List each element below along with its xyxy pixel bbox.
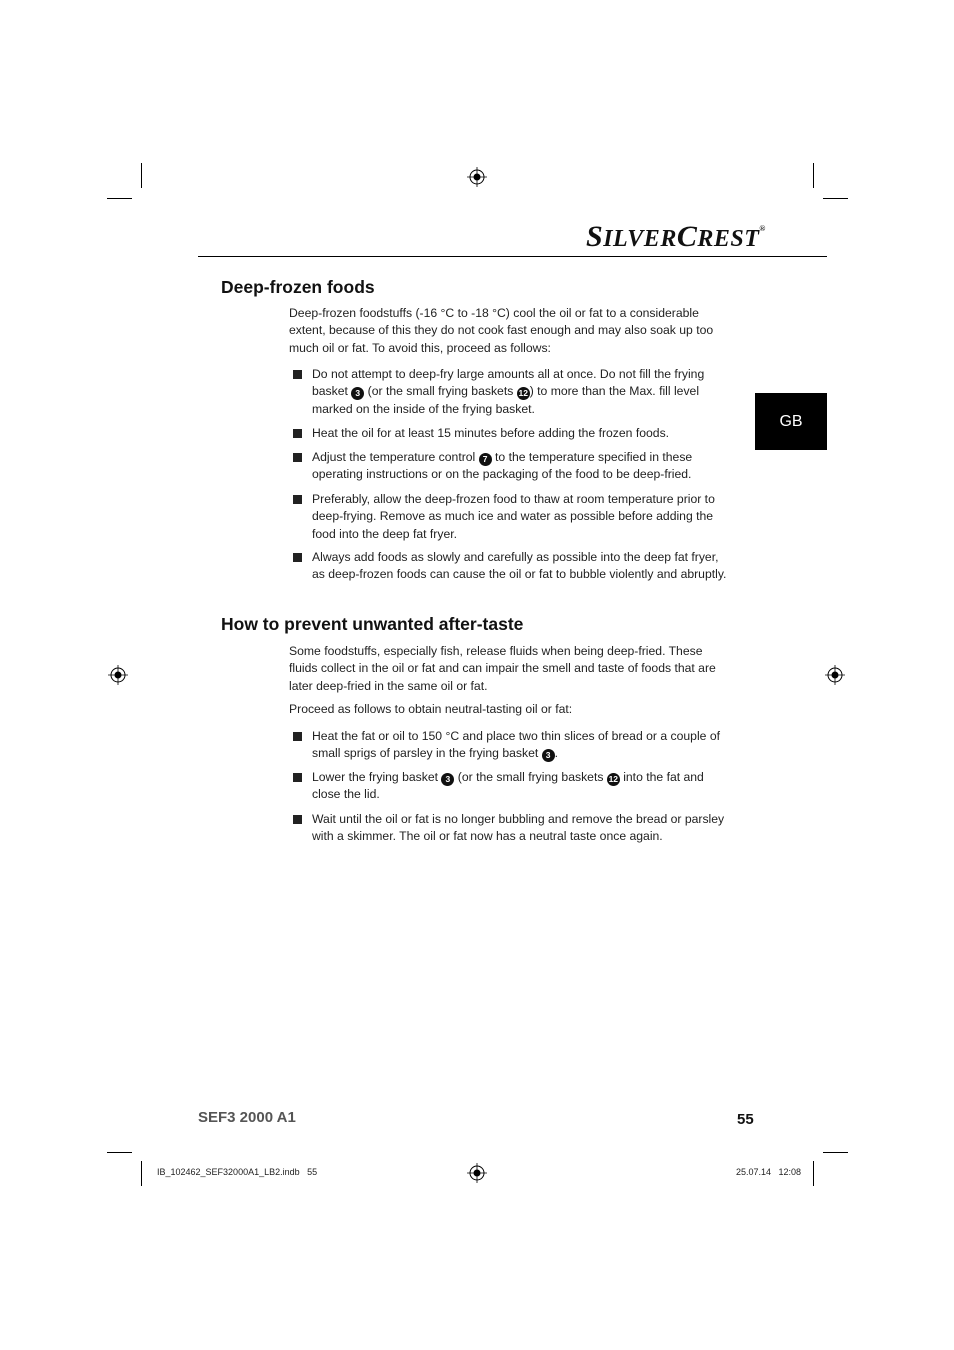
footer-model-number: SEF3 2000 A1: [198, 1109, 296, 1126]
bullet-square-icon: [293, 815, 302, 824]
list-item-text: [312, 366, 730, 418]
print-slug-file: IB_102462_SEF32000A1_LB2.indb 55: [157, 1167, 318, 1177]
section-heading-after-taste: How to prevent unwanted after-taste: [221, 614, 524, 634]
list-item-text-part: Wait until the oil or fat is no longer bubbling and remove the bread or parsley with a skimmer. The oil or fat now has a neutral taste once again.: [312, 812, 725, 844]
section-intro: Some foodstuffs, especially fish, release fluids when being deep-fried. These fluids collect in the oil or fat and can impair the smell and taste of foods that are later deep-fried in the same oil or fat.: [289, 644, 716, 693]
bullet-square-icon: [293, 553, 302, 562]
page-number: 55: [737, 1111, 754, 1128]
part-reference-number-icon: 7: [479, 453, 492, 466]
list-item-text: [312, 491, 730, 543]
crop-mark: [823, 198, 848, 199]
registration-mark-icon: [825, 665, 845, 685]
list-item-text-part: Always add foods as slowly and carefully as possible into the deep fat fryer, as deep-frozen foods can cause the oil or fat to bubble violently and abruptly.: [312, 550, 727, 582]
list-item-text: [312, 769, 730, 804]
header-rule: [198, 256, 827, 257]
section-heading-deep-frozen: Deep-frozen foods: [221, 277, 375, 297]
list-item-text: [312, 549, 730, 584]
list-item-text-part: (or the small frying baskets: [364, 384, 517, 399]
registration-mark-icon: [108, 665, 128, 685]
list-item-text: [312, 811, 730, 846]
bullet-square-icon: [293, 429, 302, 438]
bullet-square-icon: [293, 495, 302, 504]
part-reference-number-icon: 3: [351, 387, 364, 400]
bullet-square-icon: [293, 732, 302, 741]
crop-mark: [813, 1161, 814, 1186]
crop-mark: [107, 198, 132, 199]
list-item-text-part: ) to more than the Max. fill level marked on the inside of the frying basket.: [312, 384, 700, 416]
list-item-text-part: Adjust the temperature control: [312, 450, 479, 464]
list-item-text-part: Lower the frying basket: [312, 770, 442, 784]
list-item-text: [312, 728, 730, 763]
section-intro: Deep-frozen foodstuffs (-16 °C to -18 °C) cool the oil or fat to a considerable extent, because of this they do not cook fast enough and may also soak up too much oil or fat. To avoid this, proceed as follows:: [289, 306, 714, 355]
list-item-text: [312, 449, 730, 484]
list-item-text-part: to the temperature specified in these operating instructions or on the packaging of the food to be deep-fried.: [312, 450, 693, 482]
crop-mark: [813, 163, 814, 188]
print-slug-date: 25.07.14 12:08: [736, 1167, 802, 1177]
brand-logo: SILVERCREST®: [586, 220, 766, 253]
list-item-text-part: .: [554, 746, 559, 761]
list-item-text-part: into the fat and close the lid.: [312, 770, 704, 802]
list-item-text: [312, 425, 730, 442]
list-item-text-part: (or the small frying baskets: [454, 770, 607, 784]
bullet-square-icon: [293, 453, 302, 462]
registration-mark-icon: [467, 167, 487, 187]
part-reference-number-icon: 3: [441, 773, 454, 786]
crop-mark: [141, 163, 142, 188]
list-item-text-part: Heat the fat or oil to 150 °C and place two thin slices of bread or a couple of small sprigs of parsley in the frying basket: [312, 729, 720, 761]
list-item-text-part: Heat the oil for at least 15 minutes before adding the frozen foods.: [312, 426, 670, 440]
bullet-square-icon: [293, 773, 302, 782]
part-reference-number-icon: 12: [608, 774, 619, 784]
bullet-square-icon: [293, 370, 302, 379]
language-tab: GB: [755, 393, 827, 450]
list-item-text-part: Preferably, allow the deep-frozen food to thaw at room temperature prior to deep-frying. Remove as much ice and water as possible before adding the food into the deep fat fryer.: [312, 492, 715, 541]
crop-mark: [823, 1152, 848, 1153]
registration-mark-icon: [467, 1163, 487, 1183]
list-item-text-part: Do not attempt to deep-fry large amounts all at once. Do not fill the frying basket: [312, 367, 705, 399]
part-reference-number-icon: 12: [518, 388, 528, 399]
section-intro-2: Proceed as follows to obtain neutral-tasting oil or fat:: [289, 702, 573, 716]
part-reference-number-icon: 3: [542, 749, 555, 762]
crop-mark: [141, 1161, 142, 1186]
crop-mark: [107, 1152, 132, 1153]
